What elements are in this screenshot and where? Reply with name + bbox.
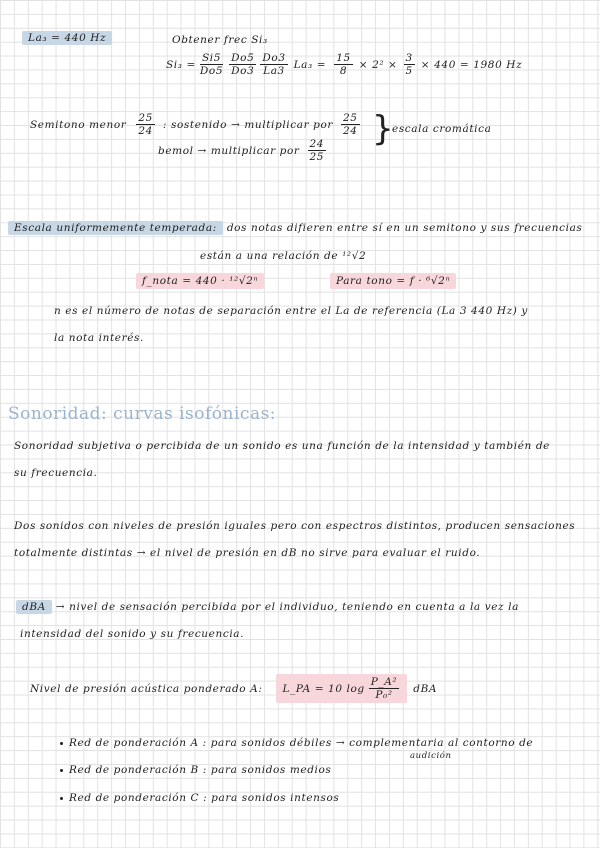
escala-uniforme-label: Escala uniformemente temperada: — [8, 221, 223, 235]
dba-line1-text: → nivel de sensación percibida por el individuo, teniendo en cuenta a la vez la — [55, 601, 519, 613]
fraction-den: 25 — [309, 151, 325, 163]
fraction-den: Do5 — [199, 65, 224, 77]
fraction-25-24 — [136, 112, 155, 137]
bullet-item — [60, 792, 339, 804]
bullet-text: Red de ponderación B : para sonidos medios — [69, 764, 332, 776]
fraction-den: 24 — [138, 125, 153, 137]
fraction-do3-la3 — [260, 52, 287, 77]
escala-line1 — [8, 222, 582, 234]
dba-line1 — [16, 601, 519, 613]
fraction-si5-do5 — [198, 52, 225, 77]
nivel-presion-row — [30, 674, 437, 703]
semitono-menor-label: Semitono menor — [30, 118, 127, 131]
fraction-den: 5 — [405, 65, 413, 77]
sonoridad-p1-line1: Sonoridad subjetiva o percibida de un sonido es una función de la intensidad y también de — [14, 440, 550, 452]
lpa-unit: dBA — [413, 682, 438, 695]
escala-cromatica-label: escala cromática — [392, 123, 492, 135]
la3-mid: La₃ = — [293, 58, 327, 71]
fraction-den: 8 — [339, 65, 348, 77]
audicion-note: audición — [410, 751, 452, 761]
sonoridad-p2-line2: totalmente distintas → el nivel de presión en dB no sirve para evaluar el ruido. — [14, 547, 481, 559]
fraction-den: La3 — [263, 65, 285, 77]
two-squared: × 2² × — [358, 58, 398, 71]
bullet-text: Red de ponderación C : para sonidos intensos — [69, 792, 340, 804]
fraction-den: 24 — [343, 125, 358, 137]
escala-line1-text: dos notas difieren entre sí en un semitono y sus frecuencias — [226, 222, 583, 234]
fraction-num: Do3 — [262, 52, 286, 64]
bemol-text: bemol → multiplicar por — [158, 144, 300, 157]
lpa-fraction — [369, 676, 400, 701]
escala-line3: n es el número de notas de separación entre el La de referencia (La 3 440 Hz) y — [54, 305, 528, 317]
fnota-formula-box — [136, 275, 264, 287]
bullet-item — [60, 737, 533, 749]
nivel-presion-label: Nivel de presión acústica ponderado A: — [30, 682, 263, 695]
bullet-item — [60, 764, 331, 776]
dba-label: dBA — [16, 600, 52, 614]
sonoridad-heading: Sonoridad: curvas isofónicas: — [8, 404, 277, 424]
escala-line2: están a una relación de ¹²√2 — [200, 250, 367, 262]
sonoridad-p1-line2: su frecuencia. — [14, 467, 98, 479]
fraction-num: 25 — [138, 112, 153, 124]
fraction-num: 15 — [336, 52, 351, 64]
fraction-num: 24 — [309, 138, 325, 150]
fraction-do5-do3 — [229, 52, 256, 77]
fraction-num: 3 — [405, 52, 413, 64]
lpa-formula-lhs: L_PA = 10 log — [282, 682, 365, 695]
bullet-icon — [60, 797, 63, 800]
bullet-icon — [60, 742, 63, 745]
fraction-den: Do3 — [231, 65, 255, 77]
sostenido-text: : sostenido → multiplicar por — [162, 118, 334, 131]
fraction-den: P₀² — [375, 689, 393, 701]
obtener-title: Obtener frec Si₃ — [172, 34, 268, 46]
si3-equation — [166, 52, 522, 77]
fraction-24-25 — [308, 138, 327, 163]
bullet-text: Red de ponderación A : para sonidos débiles → complementaria al contorno de — [69, 737, 534, 749]
fraction-num: Si5 — [202, 52, 222, 64]
lpa-formula-box — [276, 674, 407, 703]
escala-line4: la nota interés. — [54, 332, 144, 344]
fraction-num: P_A² — [370, 676, 398, 688]
fraction-num: Do5 — [231, 52, 255, 64]
para-tono-box — [330, 275, 456, 287]
para-tono-formula: Para tono = f · ⁶√2ⁿ — [330, 273, 456, 289]
fnota-formula: f_nota = 440 · ¹²√2ⁿ — [136, 273, 264, 289]
curly-brace-icon: } — [372, 109, 394, 149]
semitono-row — [30, 112, 362, 137]
bullet-icon — [60, 769, 63, 772]
dba-line2: intensidad del sonido y su frecuencia. — [20, 628, 245, 640]
sonoridad-p2-line1: Dos sonidos con niveles de presión iguales pero con espectros distintos, producen sensaciones — [14, 520, 576, 532]
la3-value: La₃ = 440 Hz — [22, 31, 112, 45]
si3-lhs: Si₃ = — [166, 58, 196, 71]
fraction-15-8 — [334, 52, 353, 77]
si3-result: × 440 = 1980 Hz — [420, 58, 523, 71]
fraction-num: 25 — [343, 112, 358, 124]
fraction-25-24-b — [341, 112, 360, 137]
fraction-3-5 — [404, 52, 415, 77]
bemol-row — [158, 138, 328, 163]
la3-highlight — [22, 32, 112, 44]
